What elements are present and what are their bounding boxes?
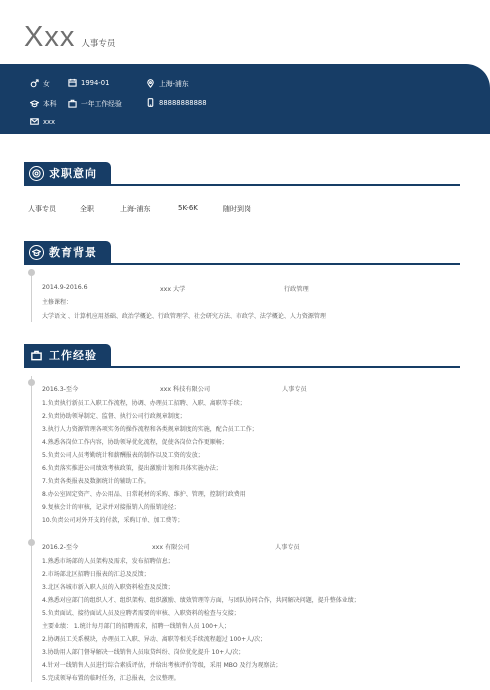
education-school: xxx 大学	[160, 286, 186, 293]
duty-line: 2.市场部北区招聘日报表的汇总及反馈；	[42, 571, 150, 578]
education-timeline	[31, 272, 32, 322]
timeline-dot	[28, 379, 35, 386]
briefcase-icon	[68, 99, 77, 108]
gender-info: 女	[30, 78, 50, 88]
work-role: 人事专员	[282, 386, 307, 393]
education-icon	[32, 248, 41, 257]
target-icon	[32, 169, 41, 178]
birth-info: 1994-01	[68, 78, 109, 87]
duty-line: 1.熟悉市场部的人员架构及需求，发布招聘信息；	[42, 558, 174, 565]
location-info: 上海-浦东	[146, 78, 189, 88]
timeline-dot	[28, 539, 35, 546]
duty-line: 4.熟悉各岗位工作内容，协助领导优化流程，促使各岗位合作更顺畅；	[42, 439, 228, 446]
duty-line: 5.负责公司人员考勤统计和薪酬报表的制作以及工资的发放；	[42, 452, 204, 459]
section-work-title: 工作经验	[49, 349, 97, 362]
section-divider	[24, 184, 460, 186]
work-period: 2016.2-至今	[42, 544, 79, 551]
location-icon	[146, 79, 155, 88]
briefcase-icon	[30, 350, 43, 361]
achievement-line: 2.协调员工关系模块，办理员工入职、异动、离职等相关手续流程超过 100+人/次；	[42, 636, 267, 643]
section-intent-title: 求职意向	[49, 167, 97, 180]
work-period: 2016.3-至今	[42, 386, 79, 393]
duty-line: 5.负责面试、接待面试人员及应聘者需要的审核、入职资料的检查与交接；	[42, 610, 240, 617]
gender-icon	[30, 79, 39, 88]
section-intent	[24, 162, 460, 188]
work-company: xxx 有限公司	[152, 544, 190, 551]
duty-line: 4.熟悉对应部门的组织人才、组织架构、组织激励、绩效管理等方面，与团队协同合作，共同解决问题，提升整体业绩；	[42, 597, 360, 604]
achievement-line: 4.针对一线销售人员进行综合素质评估，并给出考核评价等级，采用 MBO 及行为观察法；	[42, 662, 282, 669]
duty-line: 7.负责各类报表及数据统计的辅助工作。	[42, 478, 150, 485]
courses-label: 主修课程：	[42, 299, 73, 306]
intent-position: 人事专员	[28, 205, 56, 213]
name-header	[24, 18, 115, 52]
achievement-line: 5.完成领导布置的临时任务，汇总报表，会议整理。	[42, 675, 180, 682]
education-info: 本科	[30, 98, 57, 108]
education-major: 行政管理	[284, 286, 309, 293]
intent-location: 上海-浦东	[120, 205, 151, 213]
candidate-name: Xxx	[24, 21, 76, 53]
work-timeline	[31, 376, 32, 682]
duty-line: 9.复核会计的审核，记录并对接报销人的报销途径；	[42, 504, 180, 511]
experience-info: 一年工作经验	[68, 98, 122, 108]
phone-info: 88888888888	[146, 98, 207, 107]
education-period: 2014.9-2016.6	[42, 284, 88, 291]
section-work	[24, 344, 460, 370]
duty-line: 2.负责协助领导制定、监督、执行公司行政规章制度；	[42, 413, 186, 420]
work-role: 人事专员	[275, 544, 300, 551]
courses-text: 大学语文 、计算机应用基础、政治学概论、行政管理学、社会研究方法、市政学、法学概论、人力资源管理	[42, 313, 326, 320]
profile-band	[0, 64, 490, 134]
candidate-title: 人事专员	[81, 39, 116, 49]
work-company: xxx 科技有限公司	[160, 386, 211, 393]
mail-icon	[30, 117, 39, 126]
intent-type: 全职	[80, 205, 94, 213]
duty-line: 8.办公室固定资产、办公用品、日常耗材的采购、维护、管理，控制行政费用	[42, 491, 246, 498]
intent-salary: 5K-6K	[178, 204, 198, 212]
achievement-line: 主要业绩： 1.统计每月部门的招聘需求，招聘一线销售人员 100+人；	[42, 623, 231, 630]
duty-line: 3.执行人力资源管理各项实务的操作流程和各类规章制度的实施，配合员工工作；	[42, 426, 258, 433]
calendar-icon	[68, 78, 77, 87]
duty-line: 3.北区各城市新入职人员的入职资料检查及反馈；	[42, 584, 174, 591]
duty-line: 6.负责落实推进公司绩效考核政策，提出激励计划和具体实施办法；	[42, 465, 222, 472]
timeline-dot	[28, 269, 35, 276]
section-education	[24, 241, 460, 267]
education-icon	[30, 99, 39, 108]
achievement-line: 3.协助用人部门督导解决一线销售人员取贷纠纷、岗位优化提升 10+人/次；	[42, 649, 245, 656]
section-divider	[24, 263, 460, 265]
email-info: xxx	[30, 117, 55, 126]
phone-icon	[146, 98, 155, 107]
section-education-title: 教育背景	[49, 246, 97, 259]
duty-line: 1.负责执行新员工入职工作流程，协调、办理员工招聘、入职、离职等手续；	[42, 400, 246, 407]
section-divider	[24, 366, 460, 368]
intent-availability: 随时到岗	[223, 205, 251, 213]
duty-line: 10.负责公司对外开支的付款，采购订单、加工费等；	[42, 517, 184, 524]
